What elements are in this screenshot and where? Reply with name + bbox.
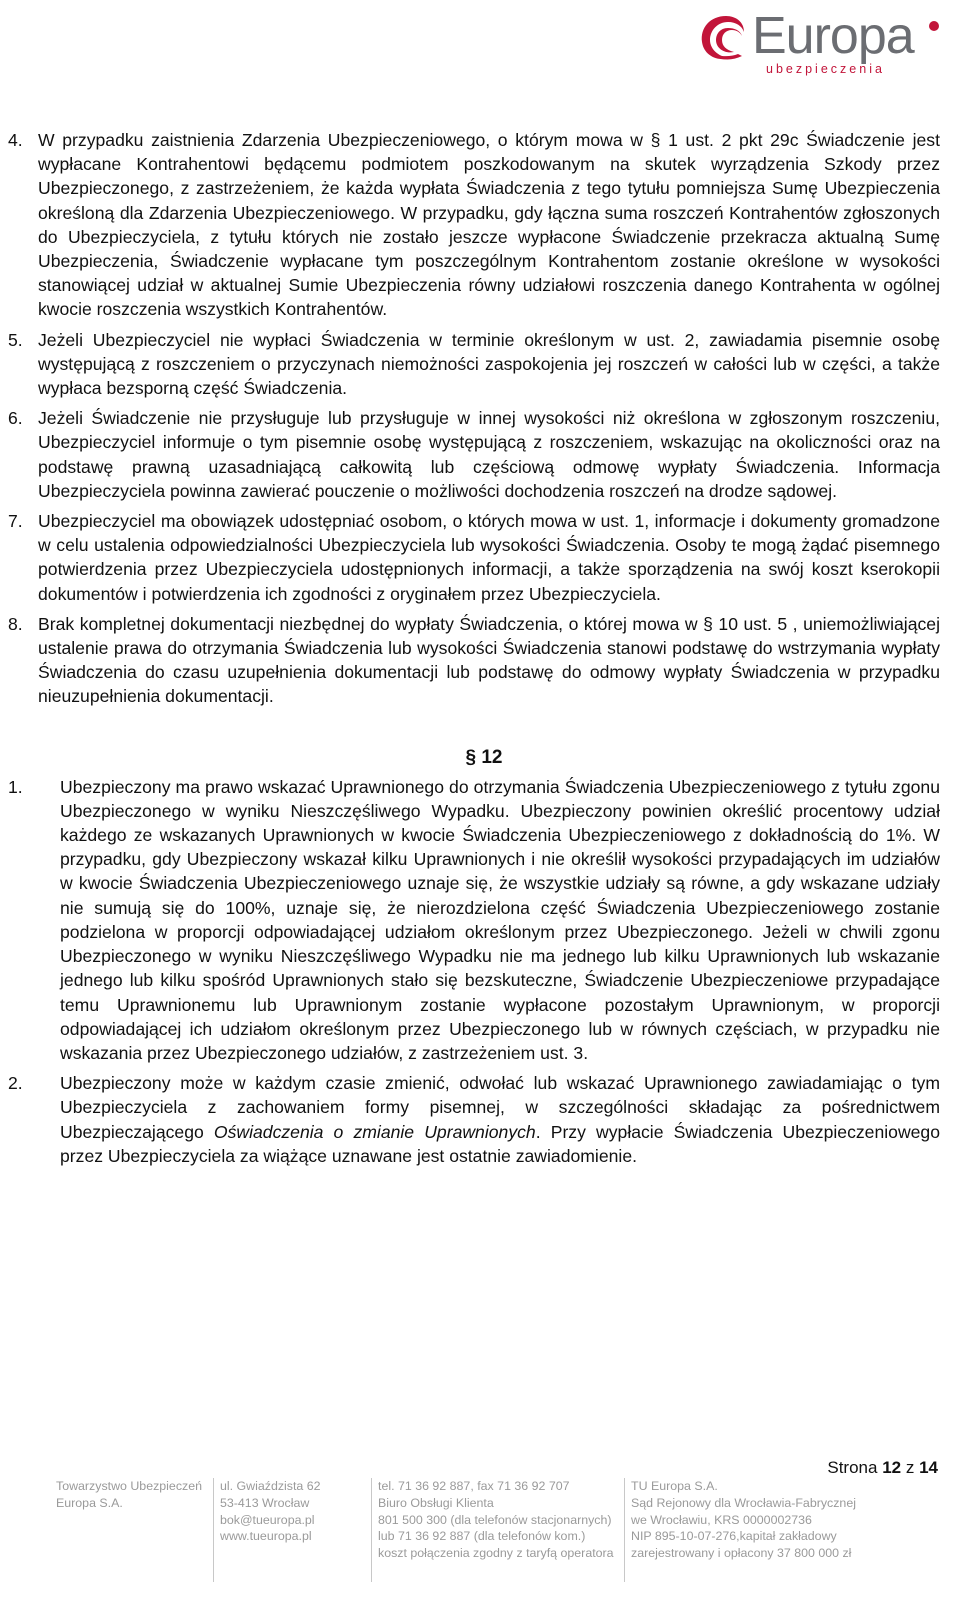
- company-logo: [698, 8, 938, 74]
- page-number: [827, 1458, 938, 1478]
- footer-line: 801 500 300 (dla telefonów stacjonarnych): [378, 1512, 612, 1527]
- list-item: [8, 775, 940, 1065]
- logo-name: Europa: [752, 7, 914, 65]
- footer-line: we Wrocławiu, KRS 0000002736: [631, 1512, 812, 1527]
- footer-line: Towarzystwo Ubezpieczeń: [56, 1479, 202, 1493]
- footer-company: [56, 1478, 206, 1582]
- item-text: Jeżeli Świadczenie nie przysługuje lub przysługuje w innej wysokości niż określona w zgłoszonym roszczeniu, Ubezpieczyciel informuje o tym pisemnie osobę występującą z roszczeniem, wskazując na okoliczności oraz na podstawę prawną uzasadniającą całkowitą lub częściową odmowę wypłaty Świadczenia. Informacja Ubezpieczyciela powinna zawierać pouczenie o możliwości dochodzenia roszczeń na drodze sądowej.: [38, 408, 940, 501]
- footer-website: www.tueuropa.pl: [220, 1529, 312, 1544]
- item-text: Jeżeli Ubezpieczyciel nie wypłaci Świadczenia w terminie określonym w ust. 2, zawiadamia pisemnie osobę występującą z roszczeniem o przyczynach niemożności zaspokojenia jej roszczeń w całości lub w części, a także wypłaca bezsporną część Świadczenia.: [38, 329, 940, 399]
- footer-line: TU Europa S.A.: [631, 1479, 718, 1493]
- logo-subtitle: ubezpieczenia: [766, 62, 885, 76]
- footer-address: [213, 1478, 370, 1582]
- item-number: 1.: [8, 776, 23, 797]
- item-number: 7.: [8, 511, 23, 532]
- item-number: 8.: [8, 613, 23, 634]
- item-text-part: . Przy wypłacie Świadczenia Ubezpieczeniowego przez Ubezpieczyciela za wiążące uznawane jest ostatnie zawiadomienie.: [60, 1121, 940, 1166]
- item-text: [60, 1071, 940, 1168]
- document-body: [8, 128, 940, 1174]
- footer-email: bok@tueuropa.pl: [220, 1512, 315, 1527]
- footer-line: lub 71 36 92 887 (dla telefonów kom.): [378, 1529, 586, 1544]
- logo-swirl-icon: [698, 12, 754, 62]
- item-text: Ubezpieczyciel ma obowiązek udostępniać osobom, o których mowa w ust. 1, informacje i dokumenty gromadzone w celu ustalenia odpowiedzialności Ubezpieczyciela lub wysokości Świadczenia. Osoby te mogą żądać pisemnego potwierdzenia przez Ubezpieczyciela udostępnionych informacji, a także sporządzenia na swój koszt kserokopii dokumentów i potwierdzenia ich zgodności z oryginałem przez Ubezpieczyciela.: [38, 511, 940, 604]
- list-item: [8, 328, 940, 401]
- footer-line: Europa S.A.: [56, 1495, 123, 1510]
- page-current: 12: [882, 1458, 902, 1477]
- page-total: 14: [919, 1458, 938, 1477]
- section-heading: § 12: [465, 746, 503, 768]
- footer-line: Sąd Rejonowy dla Wrocławia-Fabrycznej: [631, 1495, 856, 1510]
- footer-line: ul. Gwiaździsta 62: [220, 1479, 321, 1493]
- item-text: Ubezpieczony ma prawo wskazać Uprawnionego do otrzymania Świadczenia Ubezpieczeniowego z tytułu zgonu Ubezpieczonego w wyniku Nieszczęśliwego Wypadku. Ubezpieczony powinien określić procentowy udział każdego ze wskazanych Uprawnionych w kwocie Świadczenia Ubezpieczeniowego z dokładnością do 1%. W przypadku, gdy Ubezpieczony wskazał kilku Uprawnionych i nie określił wysokości przypadających im udziałów w kwocie Świadczenia Ubezpieczeniowego uznaje się, że wszystkie udziały są równe, a gdy wskazane udziały nie sumują się do 100%, uznaje się, że nierozdzielona część Świadczenia Ubezpieczeniowego zostanie podzielona w proporcji odpowiadającej udziałom określonym przez Ubezpieczonego. Jeżeli w chwili zgonu Ubezpieczonego w wyniku Nieszczęśliwego Wypadku nie ma jednego lub kilku Uprawnionych lub wskazanie jednego lub kilku spośród Uprawnionych stało się bezskuteczne, Świadczenie Ubezpieczeniowe przypadające temu Uprawnionemu lub Uprawnionym zostanie wypłacone pozostałym Uprawnionym, w proporcji odpowiadającej ich udziałom określonym przez Ubezpieczonego lub w równych częściach, w przypadku nie wskazania przez Ubezpieczonego udziałów, z zastrzeżeniem ust. 3.: [60, 776, 940, 1063]
- item-text-part: Ubezpieczony może w każdym czasie zmienić, odwołać lub wskazać Uprawnionego zawiadamiając o tym Ubezpieczyciela z zachowaniem formy pisemnej, w szczególności składając za pośrednictwem Ubezpieczającego: [60, 1073, 940, 1142]
- footer-contact: [371, 1478, 621, 1582]
- footer-line: Biuro Obsługi Klienta: [378, 1495, 494, 1510]
- item-number: 5.: [8, 329, 23, 350]
- form-name-italic: Oświadczenia o zmianie Uprawnionych: [213, 1121, 536, 1142]
- footer-line: zarejestrowany i opłacony 37 800 000 zł: [631, 1546, 852, 1561]
- list-item: [8, 128, 940, 322]
- footer-line: tel. 71 36 92 887, fax 71 36 92 707: [378, 1479, 570, 1493]
- footer: [56, 1478, 946, 1588]
- list-item: [8, 612, 940, 709]
- page-label: Strona: [827, 1458, 878, 1477]
- page-separator: z: [905, 1458, 915, 1477]
- list-item: [8, 1071, 940, 1168]
- logo-dot-icon: [928, 20, 940, 32]
- item-text: W przypadku zaistnienia Zdarzenia Ubezpieczeniowego, o którym mowa w § 1 ust. 2 pkt 29c Świadczenie jest wypłacane Kontrahentowi będącemu podmiotem poszkodowanym na skutek wyrządzenia Szkody przez Ubezpieczonego, z zastrzeżeniem, że każda wypłata Świadczenia z tego tytułu pomniejsza Sumę Ubezpieczenia określoną dla Zdarzenia Ubezpieczeniowego. W przypadku, gdy łączna suma roszczeń Kontrahentów zgłoszonych do Ubezpieczyciela, z tytułu których nie zostało jeszcze wypłacone Świadczenie przekracza aktualną Sumę Ubezpieczenia, Świadczenie wypłacane tym poszczególnym Kontrahentom zostanie określone w wysokości stanowiącej udział w aktualnej Sumie Ubezpieczenia równy udziałowi roszczenia danego Kontrahenta w ogólnej kwocie roszczenia wszystkich Kontrahentów.: [38, 130, 940, 320]
- list-item: [8, 406, 940, 503]
- list-item: [8, 509, 940, 606]
- item-text: Brak kompletnej dokumentacji niezbędnej do wypłaty Świadczenia, o której mowa w § 10 ust. 5 , uniemożliwiającej ustalenie prawa do otrzymania Świadczenia lub wysokości Świadczenia stanowi podstawę do wstrzymania wypłaty Świadczenia do czasu uzupełnienia dokumentacji lub podstawę do odmowy wypłaty Świadczenia w przypadku nieuzupełnienia dokumentacji.: [38, 613, 940, 707]
- footer-registration: [624, 1478, 871, 1582]
- footer-line: koszt połączenia zgodny z taryfą operatora: [378, 1546, 614, 1561]
- footer-line: NIP 895-10-07-276,kapitał zakładowy: [631, 1529, 837, 1544]
- item-number: 2.: [8, 1073, 23, 1094]
- footer-line: 53-413 Wrocław: [220, 1495, 310, 1510]
- item-number: 6.: [8, 408, 23, 429]
- item-number: 4.: [8, 130, 23, 150]
